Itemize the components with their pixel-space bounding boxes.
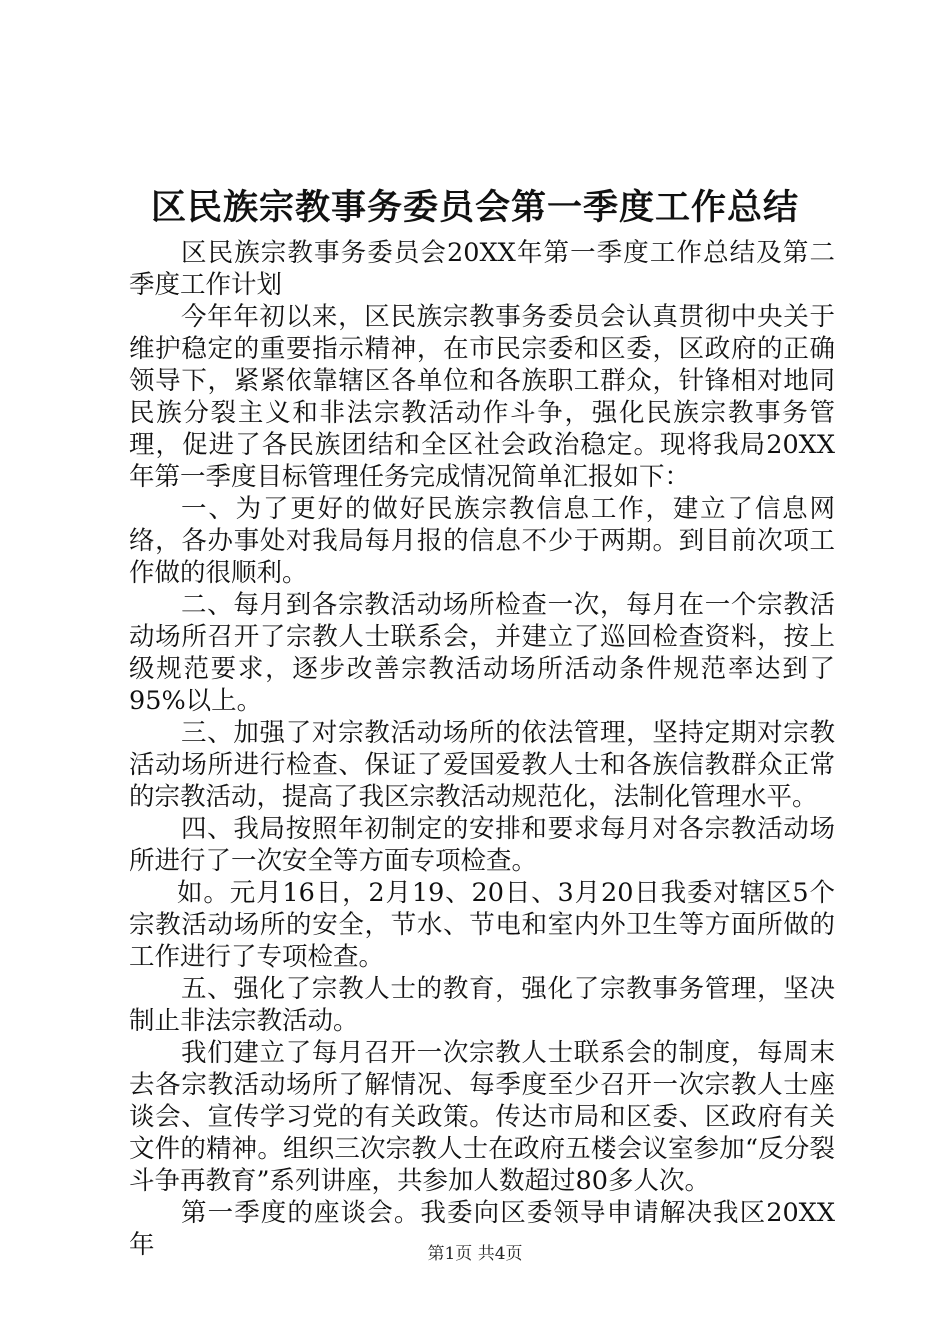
document-title: 区民族宗教事务委员会第一季度工作总结	[150, 187, 799, 228]
paragraph-subtitle: 区民族宗教事务委员会20XX年第一季度工作总结及第二季度工作计划	[129, 238, 835, 300]
paragraph-seminar: 第一季度的座谈会。我委向区委领导申请解决我区20XX年	[129, 1198, 835, 1260]
paragraph-item-1: 一、为了更好的做好民族宗教信息工作，建立了信息网络，各办事处对我局每月报的信息不少于两期。到目前次项工作做的很顺利。	[129, 494, 835, 588]
document-body	[129, 237, 835, 1261]
paragraph-item-4: 四、我局按照年初制定的安排和要求每月对各宗教活动场所进行了一次安全等方面专项检查。	[129, 814, 835, 876]
paragraph-intro: 今年年初以来，区民族宗教事务委员会认真贯彻中央关于维护稳定的重要指示精神，在市民宗委和区委，区政府的正确领导下，紧紧依靠辖区各单位和各族职工群众，针锋相对地同民族分裂主义和非法宗教活动作斗争，强化民族宗教事务管理，促进了各民族团结和全区社会政治稳定。现将我局20XX年第一季度目标管理任务完成情况简单汇报如下：	[129, 302, 835, 492]
paragraph-item-2: 二、每月到各宗教活动场所检查一次，每月在一个宗教活动场所召开了宗教人士联系会，并建立了巡回检查资料，按上级规范要求，逐步改善宗教活动场所活动条件规范率达到了95%以上。	[129, 590, 835, 716]
page-number-footer: 第1页 共4页	[427, 1244, 523, 1264]
paragraph-measures: 我们建立了每月召开一次宗教人士联系会的制度，每周末去各宗教活动场所了解情况、每季度至少召开一次宗教人士座谈会、宣传学习党的有关政策。传达市局和区委、区政府有关文件的精神。组织三次宗教人士在政府五楼会议室参加“反分裂斗争再教育”系列讲座，共参加人数超过80多人次。	[129, 1038, 835, 1196]
paragraph-item-5: 五、强化了宗教人士的教育，强化了宗教事务管理，坚决制止非法宗教活动。	[129, 974, 835, 1036]
paragraph-item-3: 三、加强了对宗教活动场所的依法管理，坚持定期对宗教活动场所进行检查、保证了爱国爱教人士和各族信教群众正常的宗教活动，提高了我区宗教活动规范化，法制化管理水平。	[129, 718, 835, 812]
paragraph-example: 如。元月16日，2月19、20日、3月20日我委对辖区5个宗教活动场所的安全，节水、节电和室内外卫生等方面所做的工作进行了专项检查。	[129, 878, 835, 972]
